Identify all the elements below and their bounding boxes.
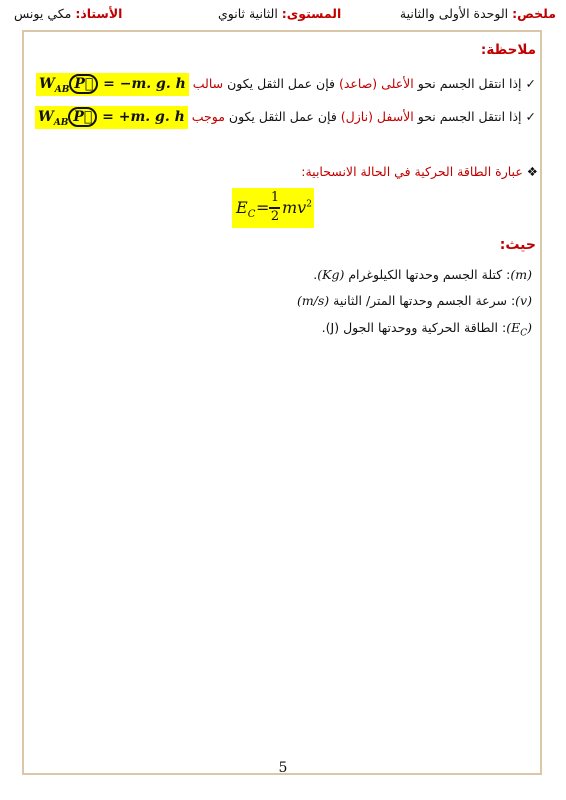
- symbol-v: (v): [515, 293, 532, 308]
- note-line-1-sign: سالب: [192, 76, 224, 91]
- note-line-1-part1: إذا انتقل الجسم نحو: [413, 76, 522, 91]
- check-icon: ✓: [525, 76, 536, 91]
- summary-value: الوحدة الأولى والثانية: [399, 6, 513, 21]
- kinetic-formula: $E_C$ = 1 2 $mv^2$: [232, 188, 314, 228]
- note-line-2-direction: الأسفل (نازل): [340, 109, 414, 124]
- header-teacher: [14, 6, 122, 21]
- work-formula-positive: $W_{AB}$ P⃗ = +m. g. h: [35, 106, 188, 129]
- where-item-energy-text: : الطاقة الحركية ووحدتها الجول: [339, 320, 507, 335]
- page-border: [22, 30, 542, 775]
- formula-exponent: 2: [306, 199, 312, 210]
- note-line-1: [36, 73, 536, 96]
- teacher-label: الأستاذ:: [75, 6, 123, 21]
- header-level: [218, 6, 341, 21]
- where-item-energy-end: .: [321, 320, 326, 335]
- level-value: الثانية ثانوي: [218, 6, 282, 21]
- unit-kg: (Kg): [317, 267, 345, 282]
- symbol-ec-sub: C: [520, 328, 528, 339]
- where-item-mass: [313, 267, 532, 282]
- bullet-icon: ❖: [526, 164, 538, 179]
- formula-lhs-sub: C: [247, 209, 256, 221]
- where-item-mass-end: .: [313, 267, 318, 282]
- header-summary: [400, 6, 556, 21]
- where-item-mass-text: : كتلة الجسم وحدتها الكيلوغرام: [344, 267, 511, 282]
- page-number: 5: [278, 760, 288, 776]
- kinetic-title: عبارة الطاقة الحركية في الحالة الانسحابية:: [301, 164, 523, 179]
- teacher-value: مكي يونس: [14, 6, 76, 21]
- symbol-ec: [506, 320, 532, 339]
- where-title: حيث:: [499, 237, 536, 253]
- note-line-1-part2: فإن عمل الثقل يكون: [223, 76, 339, 91]
- symbol-m: (m): [510, 267, 532, 282]
- symbol-ec-main: (E: [506, 320, 521, 335]
- kinetic-heading: [301, 164, 538, 179]
- check-icon: ✓: [525, 109, 536, 124]
- unit-mps: (m/s): [296, 293, 330, 308]
- note-line-2: [35, 106, 536, 129]
- where-item-energy: [322, 320, 532, 339]
- formula-numerator: 1: [270, 190, 280, 205]
- note-line-2-part2: فإن عمل الثقل يكون: [224, 109, 341, 124]
- note-line-1-direction: الأعلى (صاعد): [338, 76, 414, 91]
- formula-denominator: 2: [270, 209, 280, 224]
- unit-joule: (J): [325, 320, 340, 335]
- summary-label: ملخص:: [512, 6, 556, 21]
- level-label: المستوى:: [281, 6, 342, 21]
- work-formula-negative: $W_{AB}$ P⃗ = −m. g. h: [36, 73, 189, 96]
- formula-lhs: E: [236, 198, 248, 217]
- note-title: ملاحظة:: [480, 42, 536, 58]
- symbol-ec-end: ): [527, 320, 532, 335]
- note-line-2-sign: موجب: [191, 109, 225, 124]
- formula-rhs: mv: [282, 198, 307, 217]
- where-item-speed-text: : سرعة الجسم وحدتها المتر/ الثانية: [329, 293, 516, 308]
- where-item-speed: [297, 293, 532, 308]
- note-line-2-part1: إذا انتقل الجسم نحو: [413, 109, 522, 124]
